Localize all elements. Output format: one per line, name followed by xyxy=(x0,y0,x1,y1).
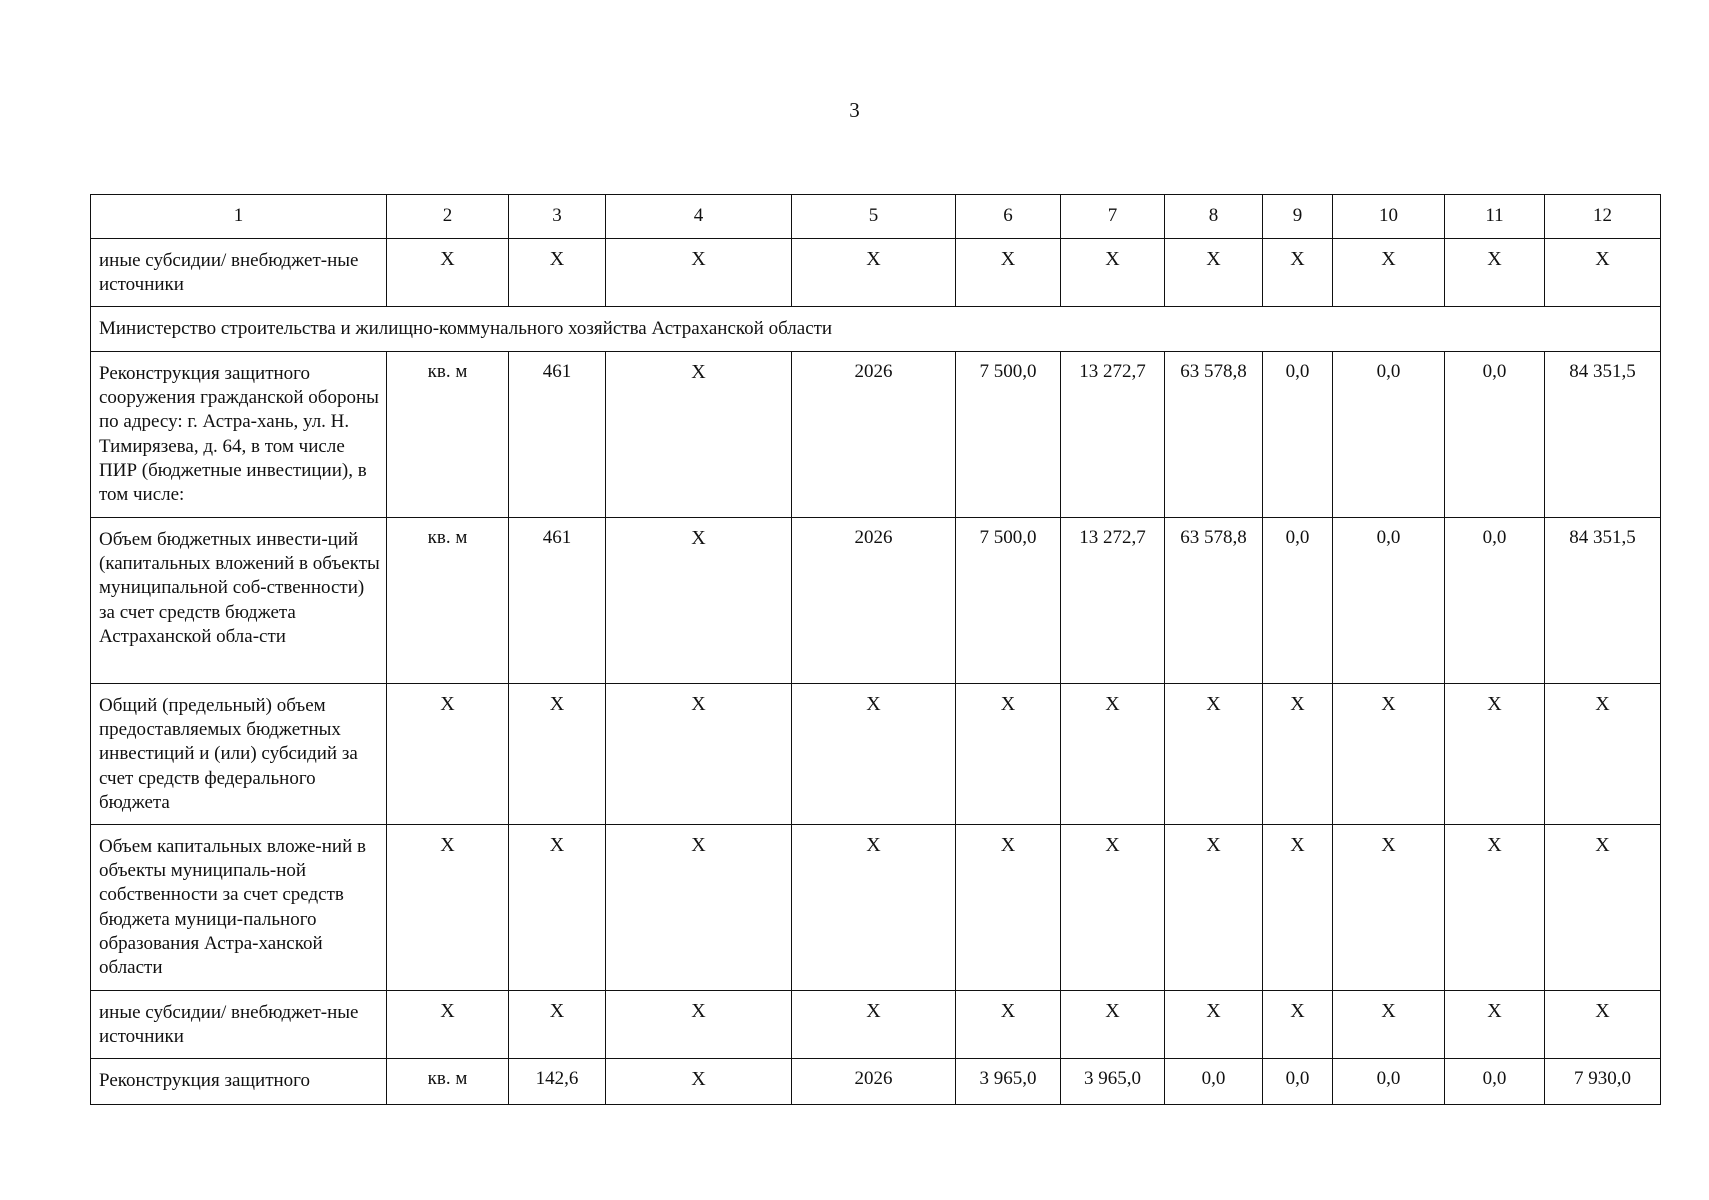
table-cell: X xyxy=(1061,825,1165,991)
table-cell: X xyxy=(606,1059,792,1105)
table-cell: 0,0 xyxy=(1445,352,1545,518)
table-cell: 84 351,5 xyxy=(1545,352,1661,518)
table-cell: X xyxy=(956,684,1061,825)
table-cell: X xyxy=(1263,684,1333,825)
table-row xyxy=(91,991,1661,1059)
table-cell: 0,0 xyxy=(1165,1059,1263,1105)
table-row xyxy=(91,518,1661,684)
row-description: Объем бюджетных инвести-ций (капитальных вложений в объекты муниципальной соб-ственности) за счет средств бюджета Астраханской обла-сти xyxy=(91,518,387,684)
table-cell: 84 351,5 xyxy=(1545,518,1661,684)
table-cell: X xyxy=(1445,991,1545,1059)
column-header: 9 xyxy=(1263,195,1333,239)
table-cell: 0,0 xyxy=(1333,352,1445,518)
column-header: 2 xyxy=(387,195,509,239)
table-row xyxy=(91,239,1661,307)
row-description: Реконструкция защитного сооружения гражданской обороны по адресу: г. Астра-хань, ул. Н. Тимирязева, д. 64, в том числе ПИР (бюджетные инвестиции), в том числе: xyxy=(91,352,387,518)
table-cell: X xyxy=(1165,991,1263,1059)
table-cell: X xyxy=(1263,825,1333,991)
table-cell: 3 965,0 xyxy=(956,1059,1061,1105)
table-cell: X xyxy=(606,518,792,684)
table-cell: X xyxy=(1445,239,1545,307)
row-description: иные субсидии/ внебюджет-ные источники xyxy=(91,991,387,1059)
table-cell: 13 272,7 xyxy=(1061,518,1165,684)
table-cell: 461 xyxy=(509,518,606,684)
table-cell: кв. м xyxy=(387,518,509,684)
table-cell: X xyxy=(1061,239,1165,307)
table-cell: X xyxy=(956,991,1061,1059)
section-title: Министерство строительства и жилищно-коммунального хозяйства Астраханской области xyxy=(91,307,1661,352)
table-cell: 2026 xyxy=(792,518,956,684)
table-cell: X xyxy=(1263,239,1333,307)
row-description: Реконструкция защитного xyxy=(91,1059,387,1105)
table-cell: 0,0 xyxy=(1333,518,1445,684)
table-row xyxy=(91,684,1661,825)
table-cell: X xyxy=(509,825,606,991)
table-cell: X xyxy=(387,684,509,825)
table-cell: кв. м xyxy=(387,352,509,518)
column-header: 8 xyxy=(1165,195,1263,239)
table-cell: 0,0 xyxy=(1333,1059,1445,1105)
column-header: 12 xyxy=(1545,195,1661,239)
table-cell: 0,0 xyxy=(1263,518,1333,684)
table-cell: X xyxy=(1333,239,1445,307)
table-cell: X xyxy=(606,239,792,307)
table-cell: 63 578,8 xyxy=(1165,352,1263,518)
table-cell: X xyxy=(792,991,956,1059)
table-cell: X xyxy=(1061,991,1165,1059)
table-cell: 2026 xyxy=(792,352,956,518)
table-cell: X xyxy=(387,991,509,1059)
table-cell: X xyxy=(792,239,956,307)
column-header: 5 xyxy=(792,195,956,239)
row-description: Объем капитальных вложе-ний в объекты муниципаль-ной собственности за счет средств бюджета муници-пального образования Астра-ханской области xyxy=(91,825,387,991)
table-cell: X xyxy=(606,684,792,825)
table-cell: 3 965,0 xyxy=(1061,1059,1165,1105)
table-cell: X xyxy=(1165,684,1263,825)
table-cell: X xyxy=(606,352,792,518)
table-cell: 13 272,7 xyxy=(1061,352,1165,518)
page-number: 3 xyxy=(849,98,860,122)
table-cell: X xyxy=(509,991,606,1059)
table-row xyxy=(91,1059,1661,1105)
table-cell: X xyxy=(1445,684,1545,825)
table-cell: 7 500,0 xyxy=(956,518,1061,684)
column-header: 1 xyxy=(91,195,387,239)
data-table xyxy=(90,194,1661,1105)
table-cell: 142,6 xyxy=(509,1059,606,1105)
table-cell: X xyxy=(956,239,1061,307)
table-cell: X xyxy=(1545,239,1661,307)
column-header: 4 xyxy=(606,195,792,239)
table-cell: X xyxy=(792,825,956,991)
column-header: 10 xyxy=(1333,195,1445,239)
table-cell: X xyxy=(1061,684,1165,825)
table-cell: X xyxy=(792,684,956,825)
table-cell: 2026 xyxy=(792,1059,956,1105)
table-cell: 7 930,0 xyxy=(1545,1059,1661,1105)
table-cell: 0,0 xyxy=(1445,518,1545,684)
table-cell: X xyxy=(1165,239,1263,307)
table-cell: 0,0 xyxy=(1445,1059,1545,1105)
table-cell: X xyxy=(387,239,509,307)
column-header: 7 xyxy=(1061,195,1165,239)
table-cell: X xyxy=(509,684,606,825)
table-cell: X xyxy=(1333,684,1445,825)
table-row xyxy=(91,352,1661,518)
table-cell: X xyxy=(1263,991,1333,1059)
table-cell: X xyxy=(956,825,1061,991)
table-cell: X xyxy=(1165,825,1263,991)
column-header: 3 xyxy=(509,195,606,239)
table-cell: X xyxy=(606,991,792,1059)
table-cell: X xyxy=(1545,991,1661,1059)
table-header-row xyxy=(91,195,1661,239)
table-row xyxy=(91,825,1661,991)
table-cell: X xyxy=(1333,991,1445,1059)
table-cell: X xyxy=(1545,684,1661,825)
table-cell: X xyxy=(387,825,509,991)
table-cell: X xyxy=(1445,825,1545,991)
table-cell: X xyxy=(1333,825,1445,991)
table-cell: кв. м xyxy=(387,1059,509,1105)
table-cell: X xyxy=(606,825,792,991)
table-cell: X xyxy=(509,239,606,307)
table-cell: 63 578,8 xyxy=(1165,518,1263,684)
table-cell: 461 xyxy=(509,352,606,518)
row-description: Общий (предельный) объем предоставляемых бюджетных инвестиций и (или) субсидий за счет средств федерального бюджета xyxy=(91,684,387,825)
section-row xyxy=(91,307,1661,352)
row-description: иные субсидии/ внебюджет-ные источники xyxy=(91,239,387,307)
column-header: 6 xyxy=(956,195,1061,239)
table-cell: X xyxy=(1545,825,1661,991)
table-cell: 0,0 xyxy=(1263,1059,1333,1105)
column-header: 11 xyxy=(1445,195,1545,239)
table-cell: 7 500,0 xyxy=(956,352,1061,518)
table-cell: 0,0 xyxy=(1263,352,1333,518)
